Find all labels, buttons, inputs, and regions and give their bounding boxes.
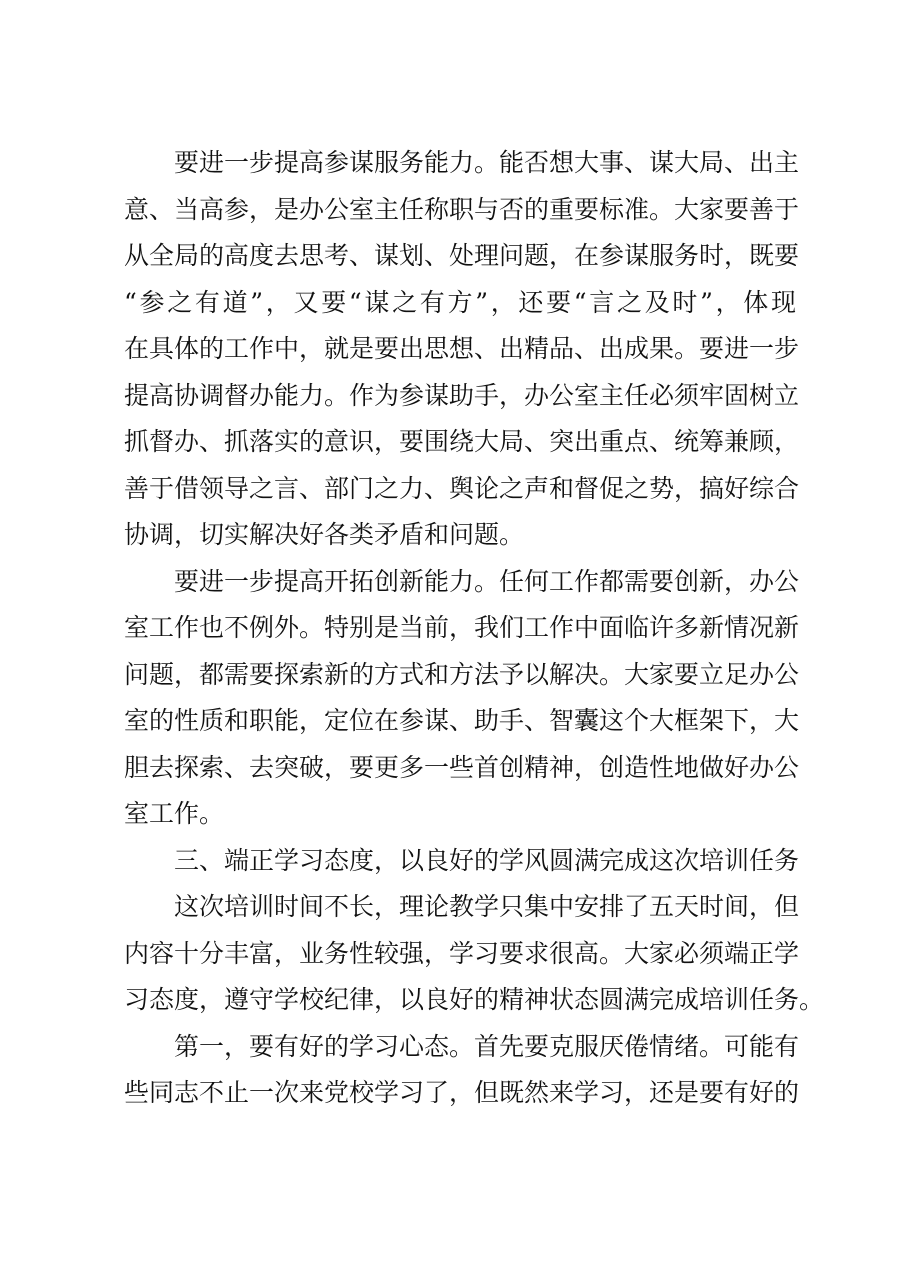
text-line: 室工作也不例外。特别是当前，我们工作中面临许多新情况新 [124,613,800,642]
text-line: 室的性质和职能，定位在参谋、助手、智囊这个大框架下，大 [124,706,800,735]
document-body [124,140,825,1117]
text-line: 协调，切实解决好各类矛盾和问题。 [124,520,525,549]
text-line: 从全局的高度去思考、谋划、处理问题，在参谋服务时，既要 [124,241,800,270]
text-line: 胆去探索、去突破，要更多一些首创精神，创造性地做好办公 [124,752,800,782]
text-line: 室工作。 [124,799,225,828]
text-line: 些同志不止一次来党校学习了，但既然来学习，还是要有好的 [124,1078,800,1107]
text-line: 抓督办、抓落实的意识，要围绕大局、突出重点、统筹兼顾， [124,427,800,456]
text-line: 要进一步提高开拓创新能力。任何工作都需要创新，办公 [174,566,800,596]
text-line: 要进一步提高参谋服务能力。能否想大事、谋大局、出主 [174,148,800,177]
text-line: 提高协调督办能力。作为参谋助手，办公室主任必须牢固树立 [124,380,800,410]
text-line: 在具体的工作中，就是要出思想、出精品、出成果。要进一步 [124,334,800,363]
text-line: 内容十分丰富，业务性较强，学习要求很高。大家必须端正学 [124,938,800,968]
section-heading: 三、端正学习态度，以良好的学风圆满完成这次培训任务 [174,845,800,875]
text-line: 第一，要有好的学习心态。首先要克服厌倦情绪。可能有 [174,1031,800,1061]
text-line: 这次培训时间不长，理论教学只集中安排了五天时间，但 [174,892,800,921]
text-line: 习态度，遵守学校纪律，以良好的精神状态圆满完成培训任务。 [124,985,825,1014]
text-line: 善于借领导之言、部门之力、舆论之声和督促之势，搞好综合 [124,473,800,503]
text-line: “参之有道”，又要“谋之有方”，还要“言之及时”，体现 [124,287,796,317]
text-line: 问题，都需要探索新的方式和方法予以解决。大家要立足办公 [124,659,800,689]
text-line: 意、当高参，是办公室主任称职与否的重要标准。大家要善于 [124,194,800,224]
